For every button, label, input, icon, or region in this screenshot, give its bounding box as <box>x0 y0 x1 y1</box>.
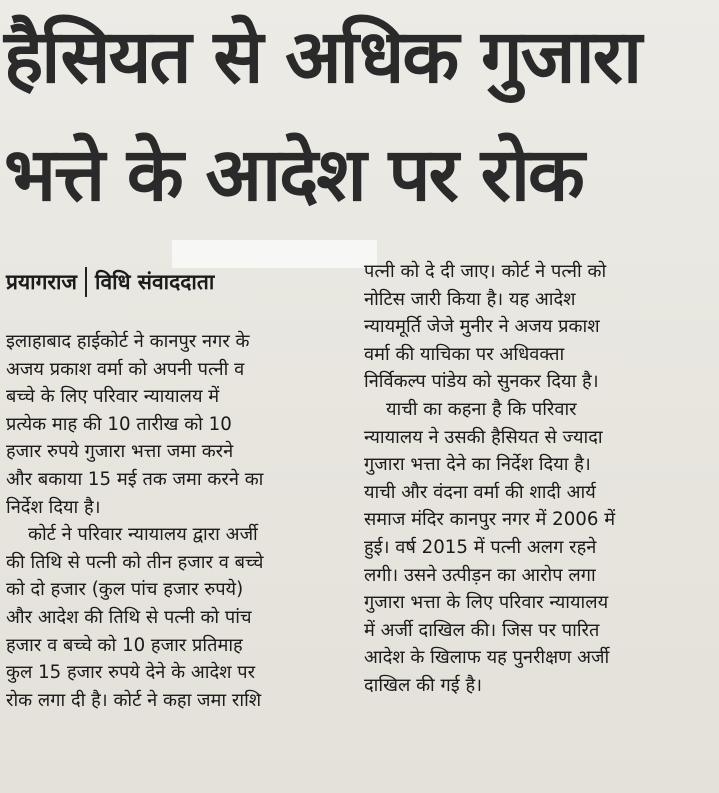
article-line: निर्देश दिया है। <box>6 496 101 518</box>
article-line: समाज मंदिर कानपुर नगर में 2006 में <box>364 509 616 531</box>
dateline <box>6 262 214 302</box>
article-line: न्यायमूर्ति जेजे मुनीर ने अजय प्रकाश <box>364 316 600 338</box>
dateline-place: प्रयागराज <box>6 270 78 294</box>
dateline-separator <box>85 267 87 297</box>
dateline-reporter: विधि संवाददाता <box>95 270 215 294</box>
headline-line-2: भत्ते के आदेश पर रोक <box>4 132 583 218</box>
article-line: पत्नी को दे दी जाए। कोर्ट ने पत्नी को <box>364 261 607 282</box>
article-line: प्रत्येक माह की 10 तारीख को 10 <box>6 413 232 435</box>
headline-line-1: हैसियत से अधिक गुजारा <box>4 14 641 100</box>
article-line: हजार व बच्चे को 10 हजार प्रतिमाह <box>6 634 243 656</box>
article-line: और आदेश की तिथि से पत्नी को पांच <box>6 606 252 628</box>
article-line: हुई। वर्ष 2015 में पत्नी अलग रहने <box>364 536 597 558</box>
article-line: निर्विकल्प पांडेय को सुनकर दिया है। <box>364 371 599 393</box>
article-line: बच्चे के लिए परिवार न्यायालय में <box>6 386 220 408</box>
article-line: गुजारा भत्ता देने का निर्देश दिया है। <box>364 454 591 476</box>
article-right-column <box>364 258 714 700</box>
article-line: याची का कहना है कि परिवार <box>386 398 577 420</box>
article-line: इलाहाबाद हाईकोर्ट ने कानपुर नगर के <box>6 331 250 352</box>
article-line: हजार रुपये गुजारा भत्ता जमा करने <box>6 441 234 463</box>
article-line: रोक लगा दी है। कोर्ट ने कहा जमा राशि <box>6 689 262 711</box>
article-line: नोटिस जारी किया है। यह आदेश <box>364 288 576 310</box>
article-left-column <box>6 328 356 714</box>
article-line: और बकाया 15 मई तक जमा करने का <box>6 468 264 490</box>
article-line: याची और वंदना वर्मा की शादी आर्य <box>364 481 596 503</box>
article-line: न्यायालय ने उसकी हैसियत से ज्यादा <box>364 426 603 448</box>
article-line: कोर्ट ने परिवार न्यायालय द्वारा अर्जी <box>28 524 258 546</box>
article-line: को दो हजार (कुल पांच हजार रुपये) <box>6 579 244 601</box>
article-line: दाखिल की गई है। <box>364 674 483 696</box>
article-line: अजय प्रकाश वर्मा को अपनी पत्नी व <box>6 358 245 380</box>
article-line: कुल 15 हजार रुपये देने के आदेश पर <box>6 662 256 684</box>
article-line: लगी। उसने उत्पीड़न का आरोप लगा <box>364 564 596 586</box>
article-line: की तिथि से पत्नी को तीन हजार व बच्चे <box>6 551 264 573</box>
article-line: वर्मा की याचिका पर अधिवक्ता <box>364 343 565 365</box>
article-line: गुजारा भत्ता के लिए परिवार न्यायालय <box>364 592 609 614</box>
article-line: आदेश के खिलाफ यह पुनरीक्षण अर्जी <box>364 647 610 669</box>
article-line: में अर्जी दाखिल की। जिस पर पारित <box>364 619 600 641</box>
